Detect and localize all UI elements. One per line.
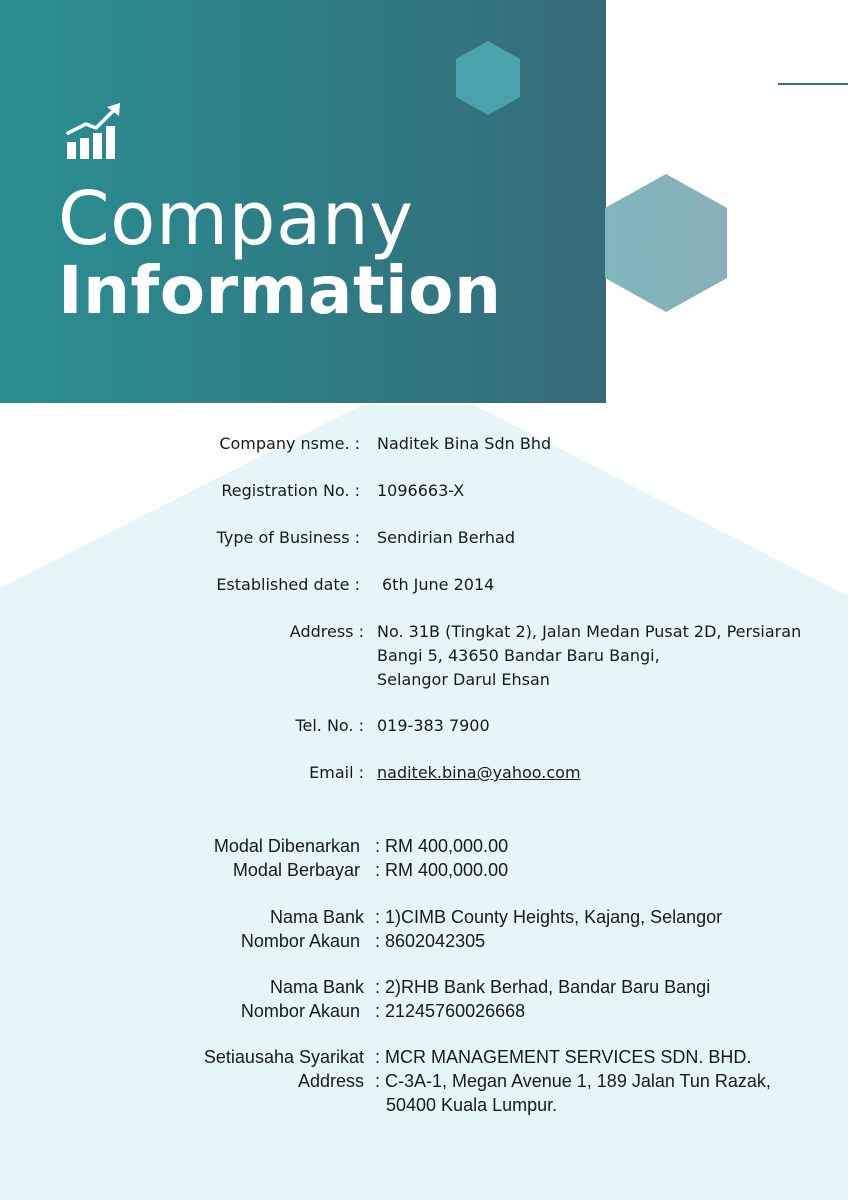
bank-1-value: : 1)CIMB County Heights, Kajang, Selangor xyxy=(375,907,723,927)
address-line-2: Bangi 5, 43650 Bandar Baru Bangi, xyxy=(377,646,660,665)
address-line-3: Selangor Darul Ehsan xyxy=(377,670,550,689)
business-type-label: Type of Business : xyxy=(216,528,360,547)
account-2-label: Nombor Akaun xyxy=(240,1001,360,1021)
authorized-capital-label: Modal Dibenarkan xyxy=(213,836,360,856)
title-line-information: Information xyxy=(58,252,502,329)
tel-label: Tel. No. : xyxy=(295,716,364,735)
account-2-value: : 21245760026668 xyxy=(375,1001,526,1021)
top-right-rule xyxy=(778,83,848,85)
paid-capital-value: : RM 400,000.00 xyxy=(375,860,509,880)
bank-2-value: : 2)RHB Bank Berhad, Bandar Baru Bangi xyxy=(375,977,711,997)
authorized-capital-value: : RM 400,000.00 xyxy=(375,836,509,856)
address-line-1: No. 31B (Tingkat 2), Jalan Medan Pusat 2D, Persiaran xyxy=(377,622,802,641)
bank-1-label: Nama Bank xyxy=(269,907,364,927)
paid-capital-label: Modal Berbayar xyxy=(232,860,360,880)
secretary-address-line-2: 50400 Kuala Lumpur. xyxy=(386,1095,558,1115)
growth-chart-icon xyxy=(66,102,124,160)
bank-2-label: Nama Bank xyxy=(269,977,364,997)
account-1-value: : 8602042305 xyxy=(375,931,486,951)
established-date-value: 6th June 2014 xyxy=(382,575,495,594)
secretary-label: Setiausaha Syarikat xyxy=(203,1047,364,1067)
secretary-address-line-1: : C-3A-1, Megan Avenue 1, 189 Jalan Tun Razak, xyxy=(375,1071,771,1091)
company-name-label: Company nsme. : xyxy=(219,434,360,453)
email-link[interactable]: naditek.bina@yahoo.com xyxy=(377,763,581,782)
registration-value: 1096663-X xyxy=(377,481,465,500)
secretary-address-label: Address xyxy=(297,1071,364,1091)
address-label: Address : xyxy=(289,622,364,641)
secretary-value: : MCR MANAGEMENT SERVICES SDN. BHD. xyxy=(375,1047,752,1067)
large-hexagon xyxy=(604,173,728,313)
business-type-value: Sendirian Berhad xyxy=(377,528,516,547)
established-date-label: Established date : xyxy=(216,575,360,594)
registration-label: Registration No. : xyxy=(221,481,360,500)
small-hexagon xyxy=(455,40,521,116)
email-label: Email : xyxy=(309,763,364,782)
title-line-company: Company xyxy=(58,176,414,262)
company-name-value: Naditek Bina Sdn Bhd xyxy=(377,434,552,453)
account-1-label: Nombor Akaun xyxy=(240,931,360,951)
tel-value: 019-383 7900 xyxy=(377,716,490,735)
